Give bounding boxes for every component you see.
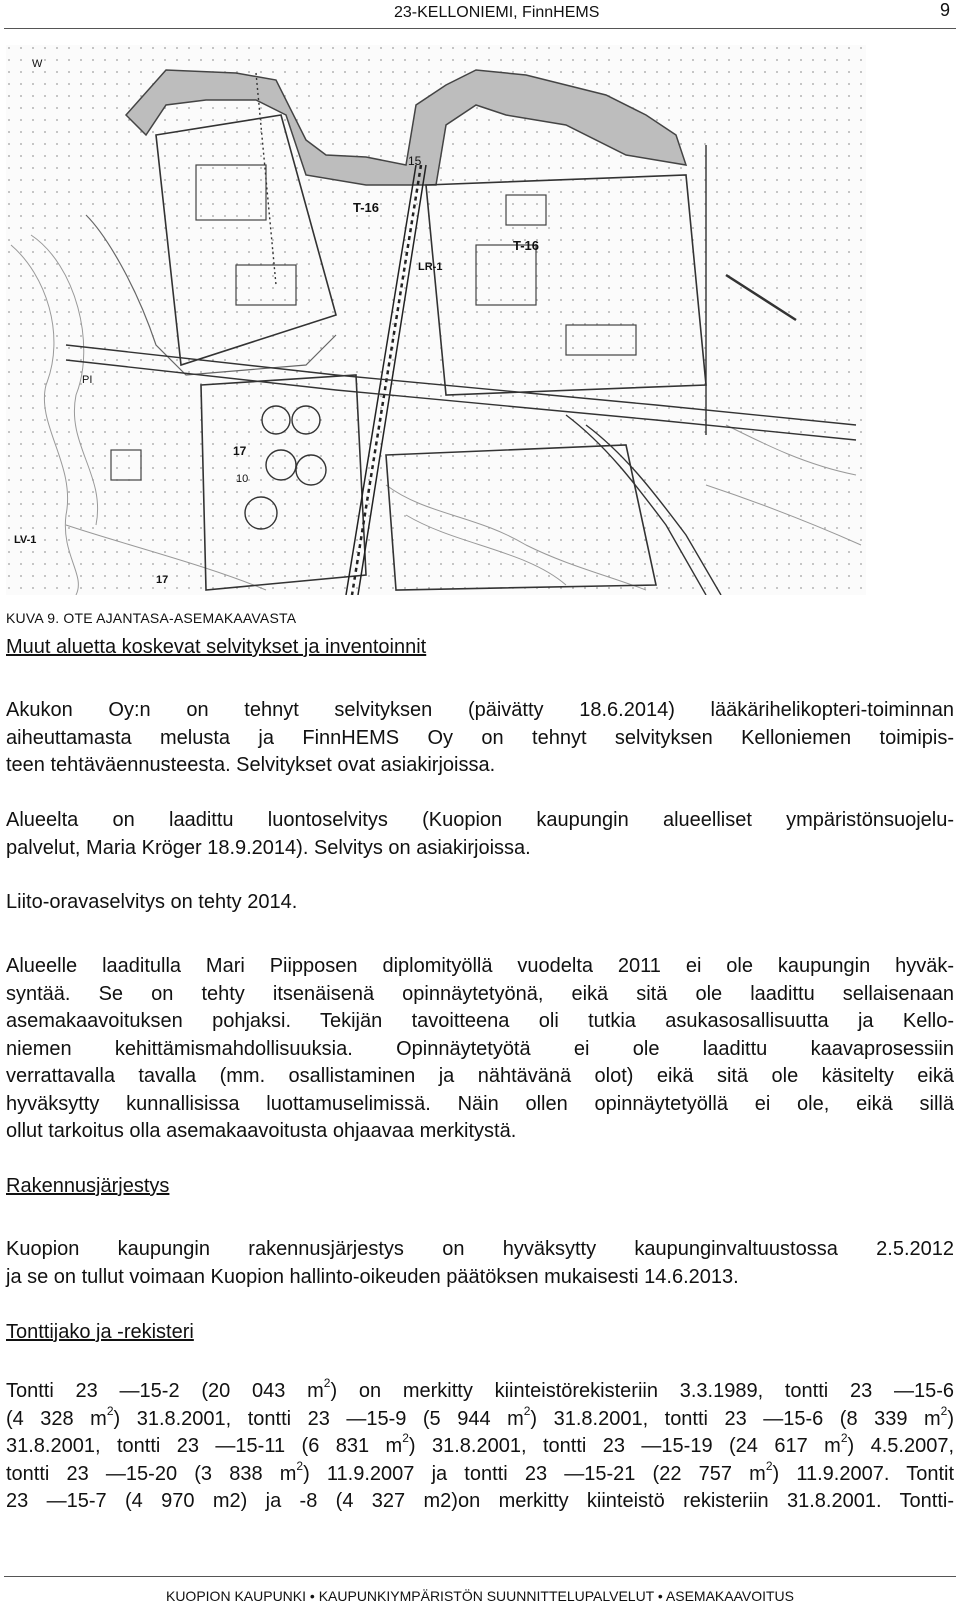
figure-caption: KUVA 9. OTE AJANTASA-ASEMAKAAVASTA: [6, 610, 297, 626]
header-document-title: 23-KELLONIEMI, FinnHEMS: [394, 4, 600, 21]
section-heading-other-surveys: Muut aluetta koskevat selvitykset ja inventoinnit: [6, 636, 427, 658]
text-line: Alueelta on laadittu luontoselvitys (Kuopion kaupungin alueelliset ympäristönsuojelu-: [6, 809, 954, 831]
map-label-pi: PI: [82, 374, 93, 386]
map-label-t16-right: T-16: [513, 238, 540, 253]
paragraph-building-order: [6, 1236, 954, 1291]
text-line: Alueelle laaditulla Mari Piipposen diplomityöllä vuodelta 2011 ei ole kaupungin hyväk-: [6, 955, 954, 977]
text-line: Kuopion kaupungin rakennusjärjestys on hyväksytty kaupunginvaltuustossa 2.5.2012: [6, 1238, 954, 1260]
text-line: syntää. Se on tehty itsenäisenä opinnäytetyönä, eikä sitä ole laadittu sellaisenaan: [6, 982, 954, 1005]
text-line: tontti 23 ―15-20 (3 838 $m^2$) 11.9.2007 ja tontti 23 ―15-21 (22 757 $m^2$) 11.9.2007. Tontit: [6, 1458, 954, 1485]
text-line: hyväksytty kunnallisissa luottamuselimissä. Näin ollen opinnäytetyöllä ei ole, eikä sillä: [6, 1092, 954, 1115]
map-compass-label: W: [32, 58, 43, 70]
text-line: Akukon Oy:n on tehnyt selvityksen (päivätty 18.6.2014) lääkärihelikopteri-toiminnan: [6, 699, 954, 721]
paragraph-plot-register: [6, 1378, 954, 1516]
section-heading-building-order: Rakennusjärjestys: [6, 1175, 170, 1197]
zoning-map-image: [6, 45, 866, 595]
map-label-t16-left: T-16: [353, 200, 380, 215]
text-line: ja se on tullut voimaan Kuopion hallinto-oikeuden päätöksen mukaisesti 14.6.2013.: [6, 1265, 739, 1288]
text-line: teen tehtäväennusteesta. Selvitykset ovat asiakirjoissa.: [6, 754, 496, 776]
footer-divider: [4, 1576, 956, 1577]
header-divider: [4, 28, 956, 29]
text-line: aiheuttamasta melusta ja FinnHEMS Oy on tehnyt selvityksen Kelloniemen toimipis-: [6, 726, 954, 749]
text-line: ollut tarkoitus olla asemakaavoitusta ohjaavaa merkitystä.: [6, 1120, 517, 1142]
map-label-lr1: LR-1: [418, 261, 443, 273]
page-footer: KUOPION KAUPUNKI • KAUPUNKIYMPÄRISTÖN SUUNNITTELUPALVELUT • ASEMAKAAVOITUS: [165, 1588, 794, 1604]
text-line: niemen kehittämismahdollisuuksia. Opinnäytetyötä ei ole laadittu kaavaprosessiin: [6, 1037, 954, 1060]
header-page-number: 9: [940, 0, 951, 20]
text-line: 31.8.2001, tontti 23 ―15-11 (6 831 $m^2$) 31.8.2001, tontti 23 ―15-19 (24 617 $m^2$) 4.5.2007,: [6, 1431, 954, 1457]
map-label-10: 10: [236, 473, 249, 485]
text-line: (4 328 $m^2$) 31.8.2001, tontti 23 ―15-9 (5 944 $m^2$) 31.8.2001, tontti 23 ―15-6 (8 339 $m^2$): [6, 1403, 954, 1430]
text-line: Tontti 23 ―15-2 (20 043 $m^2$) on merkitty kiinteistörekisteriin 3.3.1989, tontti 23 ―15-6: [6, 1376, 955, 1402]
paragraph-nature-survey: [6, 807, 954, 862]
section-heading-plot-division: Tonttijako ja -rekisteri: [6, 1321, 194, 1343]
map-label-17-bottom: 17: [156, 574, 169, 586]
text-line: Liito-oravaselvitys on tehty 2014.: [6, 891, 298, 913]
paragraph-thesis: [6, 953, 954, 1146]
text-line: verrattavalla tavalla (mm. osallistaminen ja nähtävänä olot) eikä sitä ole käsitelty eikä: [6, 1065, 954, 1087]
text-line: 23 ―15-7 (4 970 m2) ja -8 (4 327 m2)on merkitty kiinteistö rekisteriin 31.8.2001. Tontti-: [6, 1490, 954, 1512]
map-label-17: 17: [233, 444, 247, 458]
map-label-15: 15: [408, 154, 422, 168]
text-line: asemakaavoituksen pohjaksi. Tekijän tavoitteena oli tutkia asukasosallisuutta ja Kello-: [6, 1010, 954, 1032]
text-line: palvelut, Maria Kröger 18.9.2014). Selvitys on asiakirjoissa.: [6, 836, 531, 859]
paragraph-squirrel-survey: [6, 889, 954, 917]
map-label-lv1: LV-1: [14, 534, 37, 546]
paragraph-noise-survey: [6, 697, 954, 780]
